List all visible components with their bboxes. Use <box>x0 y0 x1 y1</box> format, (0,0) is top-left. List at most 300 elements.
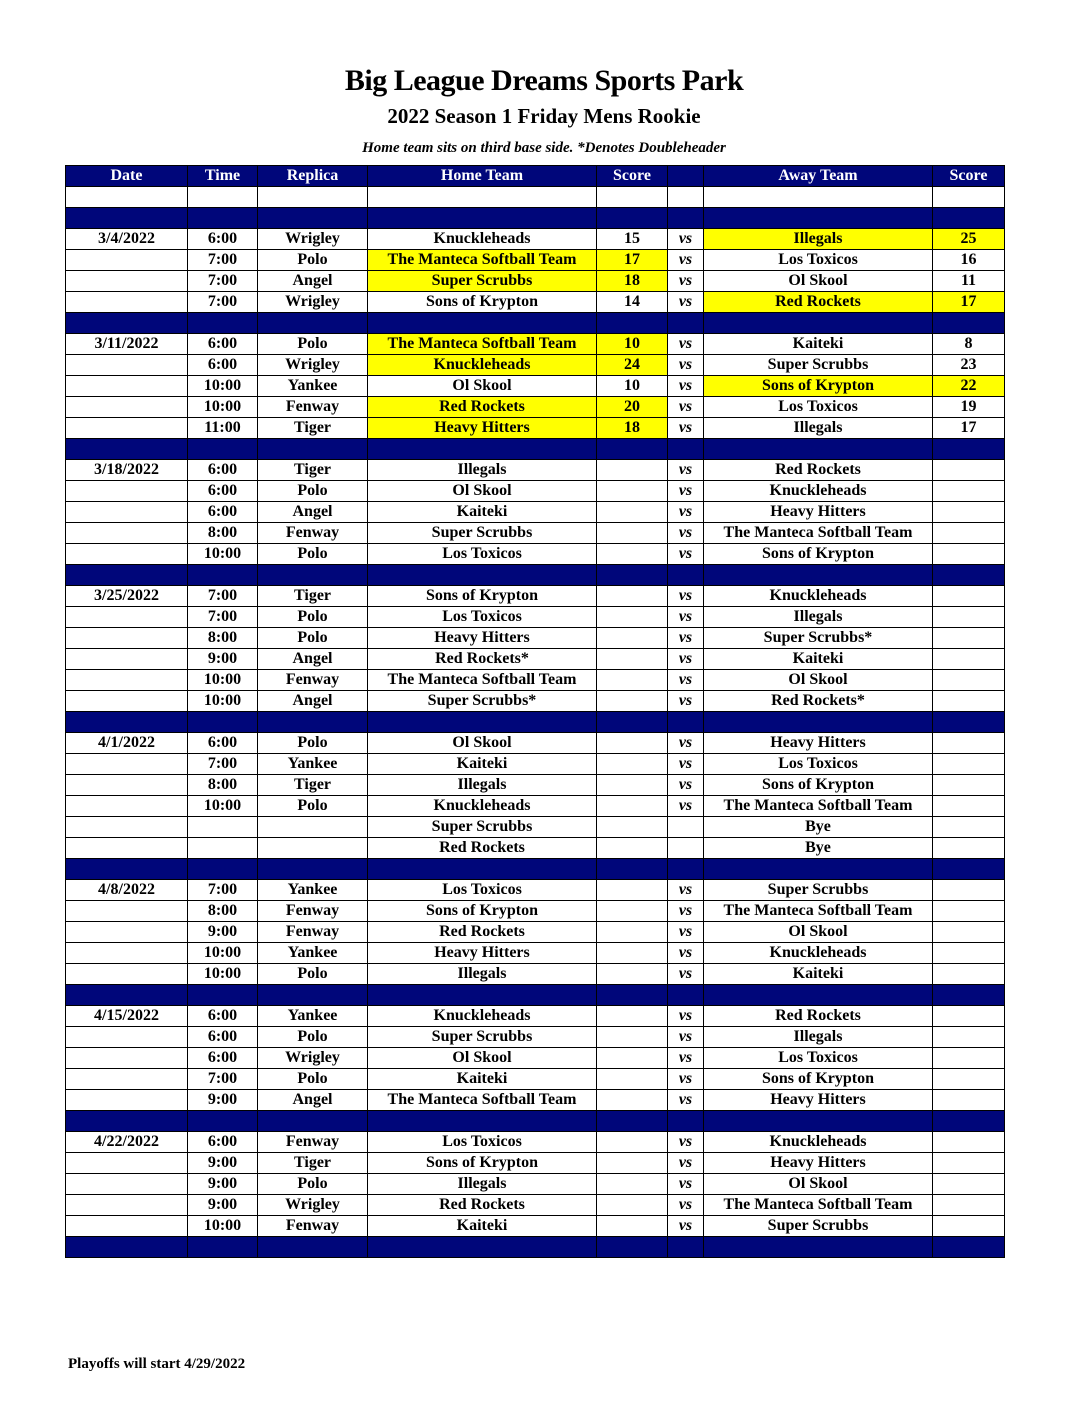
away-score <box>933 775 1005 796</box>
home-score <box>597 796 668 817</box>
game-date <box>66 670 188 691</box>
home-team: Los Toxicos <box>368 1132 597 1153</box>
game-replica: Polo <box>258 1174 368 1195</box>
vs-label: vs <box>668 418 704 439</box>
game-row <box>66 901 1005 922</box>
game-time: 6:00 <box>188 1027 258 1048</box>
away-team: Kaiteki <box>704 964 933 985</box>
home-team: Illegals <box>368 460 597 481</box>
away-team: Super Scrubbs <box>704 355 933 376</box>
week-separator <box>66 313 1005 334</box>
game-row <box>66 943 1005 964</box>
away-score: 23 <box>933 355 1005 376</box>
playoffs-note: Playoffs will start 4/29/2022 <box>68 1356 246 1372</box>
home-team: Los Toxicos <box>368 607 597 628</box>
game-date <box>66 1090 188 1111</box>
vs-label: vs <box>668 229 704 250</box>
game-row <box>66 922 1005 943</box>
away-team: Red Rockets <box>704 460 933 481</box>
game-date <box>66 817 188 838</box>
game-time: 7:00 <box>188 250 258 271</box>
home-score <box>597 922 668 943</box>
away-team: Heavy Hitters <box>704 1090 933 1111</box>
game-replica: Polo <box>258 733 368 754</box>
game-time: 6:00 <box>188 229 258 250</box>
game-replica: Tiger <box>258 460 368 481</box>
game-time: 10:00 <box>188 670 258 691</box>
game-replica: Angel <box>258 502 368 523</box>
away-score <box>933 1195 1005 1216</box>
away-team: Knuckleheads <box>704 586 933 607</box>
game-date <box>66 901 188 922</box>
game-row <box>66 964 1005 985</box>
game-row <box>66 229 1005 250</box>
game-date <box>66 628 188 649</box>
home-team: Sons of Krypton <box>368 901 597 922</box>
game-time: 8:00 <box>188 901 258 922</box>
home-score <box>597 901 668 922</box>
vs-label: vs <box>668 1090 704 1111</box>
game-time: 10:00 <box>188 376 258 397</box>
vs-label: vs <box>668 481 704 502</box>
away-score <box>933 1027 1005 1048</box>
vs-label: vs <box>668 964 704 985</box>
game-time: 8:00 <box>188 628 258 649</box>
game-replica: Polo <box>258 628 368 649</box>
home-score <box>597 1195 668 1216</box>
vs-label: vs <box>668 1174 704 1195</box>
away-team: Ol Skool <box>704 922 933 943</box>
game-replica: Fenway <box>258 901 368 922</box>
home-score: 18 <box>597 271 668 292</box>
game-time: 9:00 <box>188 922 258 943</box>
home-score: 24 <box>597 355 668 376</box>
game-time <box>188 817 258 838</box>
week-separator <box>66 985 1005 1006</box>
away-team: Sons of Krypton <box>704 544 933 565</box>
home-team: The Manteca Softball Team <box>368 334 597 355</box>
vs-label: vs <box>668 1216 704 1237</box>
away-score <box>933 691 1005 712</box>
game-row <box>66 355 1005 376</box>
game-time: 6:00 <box>188 502 258 523</box>
away-score <box>933 922 1005 943</box>
away-team: Heavy Hitters <box>704 1153 933 1174</box>
game-date <box>66 481 188 502</box>
away-team: Kaiteki <box>704 334 933 355</box>
game-replica: Yankee <box>258 880 368 901</box>
home-team: Red Rockets <box>368 922 597 943</box>
vs-label: vs <box>668 1195 704 1216</box>
game-time: 7:00 <box>188 292 258 313</box>
home-score <box>597 1153 668 1174</box>
game-time: 7:00 <box>188 880 258 901</box>
game-time: 9:00 <box>188 1090 258 1111</box>
vs-label: vs <box>668 1048 704 1069</box>
away-team: The Manteca Softball Team <box>704 1195 933 1216</box>
game-row <box>66 838 1005 859</box>
game-row <box>66 817 1005 838</box>
game-row <box>66 880 1005 901</box>
home-team: The Manteca Softball Team <box>368 670 597 691</box>
away-score <box>933 628 1005 649</box>
game-row <box>66 775 1005 796</box>
game-replica: Fenway <box>258 397 368 418</box>
col-header-away-score: Score <box>933 166 1005 187</box>
game-time: 9:00 <box>188 1195 258 1216</box>
home-score <box>597 880 668 901</box>
game-replica: Polo <box>258 796 368 817</box>
away-score <box>933 943 1005 964</box>
away-team: The Manteca Softball Team <box>704 901 933 922</box>
vs-label: vs <box>668 670 704 691</box>
away-team: Knuckleheads <box>704 943 933 964</box>
game-row <box>66 1195 1005 1216</box>
game-time: 6:00 <box>188 334 258 355</box>
game-date: 4/8/2022 <box>66 880 188 901</box>
home-score <box>597 481 668 502</box>
home-team: Illegals <box>368 1174 597 1195</box>
home-score <box>597 1048 668 1069</box>
vs-label: vs <box>668 397 704 418</box>
away-team: Los Toxicos <box>704 250 933 271</box>
week-separator <box>66 565 1005 586</box>
home-team: Red Rockets* <box>368 649 597 670</box>
week-separator <box>66 1237 1005 1258</box>
game-date: 3/4/2022 <box>66 229 188 250</box>
away-score <box>933 1006 1005 1027</box>
col-header-date: Date <box>66 166 188 187</box>
home-team: Super Scrubbs <box>368 523 597 544</box>
home-score <box>597 1174 668 1195</box>
game-date <box>66 355 188 376</box>
page-subtitle: 2022 Season 1 Friday Mens Rookie <box>387 104 701 128</box>
game-row <box>66 544 1005 565</box>
game-date <box>66 1048 188 1069</box>
game-row <box>66 334 1005 355</box>
away-score <box>933 1132 1005 1153</box>
game-date <box>66 1069 188 1090</box>
away-team: Knuckleheads <box>704 481 933 502</box>
header-row <box>66 166 1005 187</box>
home-team: Illegals <box>368 775 597 796</box>
col-header-vs <box>668 166 704 187</box>
game-row <box>66 649 1005 670</box>
vs-label: vs <box>668 250 704 271</box>
game-date <box>66 607 188 628</box>
away-team: Red Rockets <box>704 292 933 313</box>
game-date <box>66 922 188 943</box>
away-score: 25 <box>933 229 1005 250</box>
game-replica: Wrigley <box>258 355 368 376</box>
game-time: 10:00 <box>188 796 258 817</box>
game-date <box>66 544 188 565</box>
vs-label: vs <box>668 586 704 607</box>
game-date <box>66 250 188 271</box>
game-time: 6:00 <box>188 1006 258 1027</box>
game-row <box>66 754 1005 775</box>
game-date <box>66 1216 188 1237</box>
game-replica: Polo <box>258 607 368 628</box>
vs-label: vs <box>668 292 704 313</box>
vs-label: vs <box>668 754 704 775</box>
home-score <box>597 460 668 481</box>
col-header-away-team: Away Team <box>704 166 933 187</box>
away-score <box>933 1153 1005 1174</box>
game-date <box>66 1195 188 1216</box>
away-score <box>933 544 1005 565</box>
away-team: Ol Skool <box>704 1174 933 1195</box>
home-team: Sons of Krypton <box>368 1153 597 1174</box>
game-time: 6:00 <box>188 481 258 502</box>
away-score <box>933 817 1005 838</box>
game-replica: Wrigley <box>258 1195 368 1216</box>
away-team: Sons of Krypton <box>704 376 933 397</box>
home-team: Illegals <box>368 964 597 985</box>
away-score: 11 <box>933 271 1005 292</box>
game-row <box>66 292 1005 313</box>
away-score <box>933 796 1005 817</box>
game-row <box>66 376 1005 397</box>
away-score <box>933 1216 1005 1237</box>
game-replica: Wrigley <box>258 292 368 313</box>
away-score <box>933 607 1005 628</box>
away-team: Illegals <box>704 607 933 628</box>
away-team: Ol Skool <box>704 271 933 292</box>
away-team: Super Scrubbs* <box>704 628 933 649</box>
away-team: Illegals <box>704 1027 933 1048</box>
away-team: Super Scrubbs <box>704 1216 933 1237</box>
game-row <box>66 481 1005 502</box>
vs-label: vs <box>668 460 704 481</box>
game-date <box>66 397 188 418</box>
home-team: The Manteca Softball Team <box>368 250 597 271</box>
away-team: Heavy Hitters <box>704 733 933 754</box>
game-replica: Yankee <box>258 943 368 964</box>
home-score: 10 <box>597 376 668 397</box>
home-score: 18 <box>597 418 668 439</box>
away-team: Red Rockets <box>704 1006 933 1027</box>
away-team: Kaiteki <box>704 649 933 670</box>
game-time: 7:00 <box>188 754 258 775</box>
game-row <box>66 1216 1005 1237</box>
game-replica: Polo <box>258 1069 368 1090</box>
game-time: 7:00 <box>188 271 258 292</box>
game-replica: Polo <box>258 250 368 271</box>
away-team: Knuckleheads <box>704 1132 933 1153</box>
vs-label: vs <box>668 901 704 922</box>
home-score <box>597 607 668 628</box>
game-replica <box>258 817 368 838</box>
home-team: Super Scrubbs <box>368 817 597 838</box>
away-team: Sons of Krypton <box>704 1069 933 1090</box>
game-date: 3/11/2022 <box>66 334 188 355</box>
away-team: Los Toxicos <box>704 397 933 418</box>
home-team: Knuckleheads <box>368 796 597 817</box>
game-date <box>66 418 188 439</box>
schedule-note: Home team sits on third base side. *Denotes Doubleheader <box>362 140 726 156</box>
away-team: Bye <box>704 838 933 859</box>
away-score <box>933 1090 1005 1111</box>
away-team: Illegals <box>704 418 933 439</box>
game-replica: Fenway <box>258 670 368 691</box>
vs-label: vs <box>668 691 704 712</box>
game-row <box>66 1027 1005 1048</box>
game-row <box>66 670 1005 691</box>
col-header-home-score: Score <box>597 166 668 187</box>
page-title: Big League Dreams Sports Park <box>344 64 744 97</box>
game-replica: Yankee <box>258 1006 368 1027</box>
home-score <box>597 1006 668 1027</box>
away-score <box>933 523 1005 544</box>
game-date: 3/25/2022 <box>66 586 188 607</box>
week-separator <box>66 208 1005 229</box>
game-time: 9:00 <box>188 1174 258 1195</box>
home-score: 10 <box>597 334 668 355</box>
home-score: 17 <box>597 250 668 271</box>
game-date <box>66 943 188 964</box>
home-score <box>597 523 668 544</box>
game-time: 10:00 <box>188 943 258 964</box>
vs-label: vs <box>668 502 704 523</box>
game-row <box>66 250 1005 271</box>
game-time: 6:00 <box>188 1048 258 1069</box>
away-team: The Manteca Softball Team <box>704 796 933 817</box>
home-score <box>597 628 668 649</box>
home-score <box>597 1027 668 1048</box>
game-date <box>66 376 188 397</box>
week-separator <box>66 1111 1005 1132</box>
away-score: 19 <box>933 397 1005 418</box>
game-row <box>66 607 1005 628</box>
game-date <box>66 523 188 544</box>
vs-label: vs <box>668 1069 704 1090</box>
game-time: 10:00 <box>188 397 258 418</box>
game-row <box>66 1048 1005 1069</box>
game-replica: Tiger <box>258 586 368 607</box>
game-row <box>66 1132 1005 1153</box>
game-row <box>66 502 1005 523</box>
game-time: 8:00 <box>188 523 258 544</box>
away-score: 8 <box>933 334 1005 355</box>
home-score <box>597 1216 668 1237</box>
home-score <box>597 544 668 565</box>
away-score <box>933 1048 1005 1069</box>
home-score <box>597 817 668 838</box>
game-replica: Polo <box>258 334 368 355</box>
home-team: The Manteca Softball Team <box>368 1090 597 1111</box>
home-score <box>597 1132 668 1153</box>
home-score: 14 <box>597 292 668 313</box>
game-time <box>188 838 258 859</box>
home-team: Heavy Hitters <box>368 418 597 439</box>
col-header-time: Time <box>188 166 258 187</box>
game-date <box>66 1174 188 1195</box>
col-header-replica: Replica <box>258 166 368 187</box>
game-replica: Angel <box>258 691 368 712</box>
game-replica: Wrigley <box>258 229 368 250</box>
game-replica: Angel <box>258 271 368 292</box>
vs-label: vs <box>668 355 704 376</box>
vs-label: vs <box>668 607 704 628</box>
game-replica: Polo <box>258 481 368 502</box>
away-score <box>933 1069 1005 1090</box>
away-score <box>933 733 1005 754</box>
game-row <box>66 460 1005 481</box>
week-separator <box>66 439 1005 460</box>
game-date <box>66 964 188 985</box>
game-date <box>66 691 188 712</box>
game-date <box>66 796 188 817</box>
home-team: Kaiteki <box>368 1069 597 1090</box>
away-team: Bye <box>704 817 933 838</box>
away-team: Sons of Krypton <box>704 775 933 796</box>
home-team: Knuckleheads <box>368 229 597 250</box>
vs-label: vs <box>668 1132 704 1153</box>
home-team: Heavy Hitters <box>368 628 597 649</box>
game-date: 4/15/2022 <box>66 1006 188 1027</box>
game-row <box>66 418 1005 439</box>
home-team: Kaiteki <box>368 1216 597 1237</box>
home-score <box>597 1069 668 1090</box>
vs-label: vs <box>668 271 704 292</box>
week-separator <box>66 859 1005 880</box>
home-team: Ol Skool <box>368 376 597 397</box>
game-replica: Fenway <box>258 1216 368 1237</box>
vs-label: vs <box>668 922 704 943</box>
home-team: Red Rockets <box>368 397 597 418</box>
home-score <box>597 964 668 985</box>
home-score <box>597 1090 668 1111</box>
home-team: Los Toxicos <box>368 880 597 901</box>
game-time: 6:00 <box>188 460 258 481</box>
game-time: 10:00 <box>188 691 258 712</box>
vs-label: vs <box>668 1027 704 1048</box>
game-replica: Polo <box>258 1027 368 1048</box>
game-date <box>66 292 188 313</box>
away-score <box>933 586 1005 607</box>
game-date <box>66 754 188 775</box>
home-score <box>597 649 668 670</box>
home-score <box>597 754 668 775</box>
game-date: 4/1/2022 <box>66 733 188 754</box>
home-team: Knuckleheads <box>368 1006 597 1027</box>
away-team: Illegals <box>704 229 933 250</box>
game-time: 7:00 <box>188 586 258 607</box>
schedule-table <box>65 165 1005 1258</box>
vs-label: vs <box>668 628 704 649</box>
game-replica: Tiger <box>258 1153 368 1174</box>
away-score <box>933 670 1005 691</box>
home-team: Knuckleheads <box>368 355 597 376</box>
home-team: Heavy Hitters <box>368 943 597 964</box>
game-time: 10:00 <box>188 544 258 565</box>
away-score <box>933 502 1005 523</box>
game-replica: Fenway <box>258 523 368 544</box>
home-score <box>597 691 668 712</box>
col-header-home-team: Home Team <box>368 166 597 187</box>
away-score <box>933 901 1005 922</box>
game-row <box>66 691 1005 712</box>
vs-label: vs <box>668 1153 704 1174</box>
home-score <box>597 586 668 607</box>
blank-row <box>66 187 1005 208</box>
home-team: Los Toxicos <box>368 544 597 565</box>
vs-label: vs <box>668 943 704 964</box>
game-replica: Tiger <box>258 775 368 796</box>
game-date: 4/22/2022 <box>66 1132 188 1153</box>
game-time: 6:00 <box>188 355 258 376</box>
